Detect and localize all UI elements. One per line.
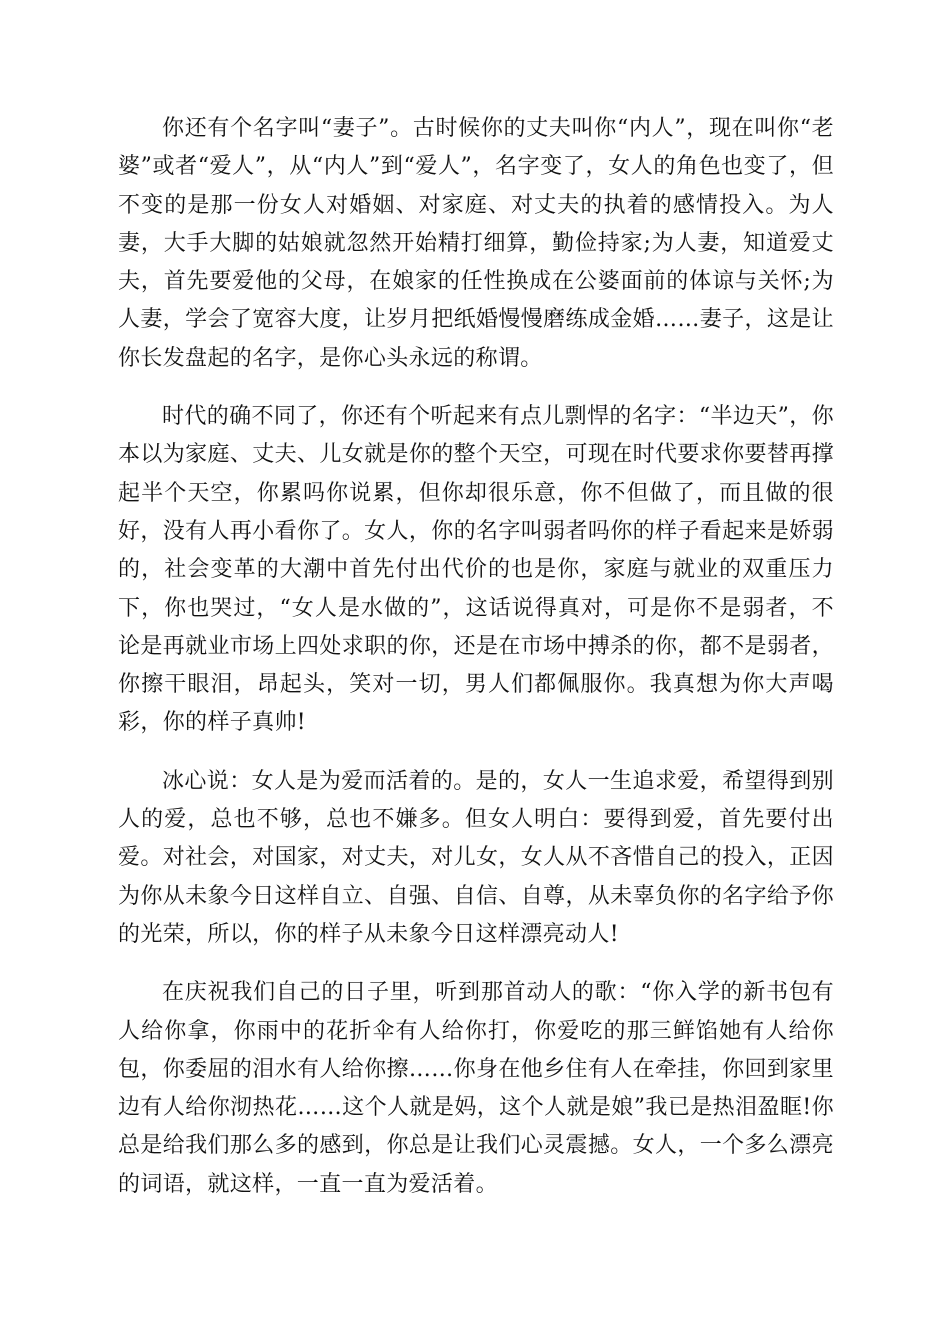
document-body — [118, 110, 834, 1204]
paragraph-half-sky: 时代的确不同了，你还有个听起来有点儿剽悍的名字：“半边天”，你本以为家庭、丈夫、儿女就是你的整个天空，可现在时代要求你要替再撑起半个天空，你累吗你说累，但你却很乐意，你不但做了，而且做的很好，没有人再小看你了。女人，你的名字叫弱者吗你的样子看起来是娇弱的，社会变革的大潮中首先付出代价的也是你，家庭与就业的双重压力下，你也哭过，“女人是水做的”，这话说得真对，可是你不是弱者，不论是再就业市场上四处求职的你，还是在市场中搏杀的你，都不是弱者，你擦干眼泪，昂起头，笑对一切，男人们都佩服你。我真想为你大声喝彩，你的样子真帅! — [118, 404, 834, 736]
paragraph-wife: 你还有个名字叫“妻子”。古时候你的丈夫叫你“内人”，现在叫你“老婆”或者“爱人”，从“内人”到“爱人”，名字变了，女人的角色也变了，但不变的是那一份女人对婚姻、对家庭、对丈夫的执着的感情投入。为人妻，大手大脚的姑娘就忽然开始精打细算，勤俭持家;为人妻，知道爱丈夫，首先要爱他的父母，在娘家的任性换成在公婆面前的体谅与关怀;为人妻，学会了宽容大度，让岁月把纸婚慢慢磨练成金婚……妻子，这是让你长发盘起的名字，是你心头永远的称谓。 — [118, 116, 834, 371]
paragraph-bingxin: 冰心说：女人是为爱而活着的。是的，女人一生追求爱，希望得到别人的爱，总也不够，总也不嫌多。但女人明白：要得到爱，首先要付出爱。对社会，对国家，对丈夫，对儿女，女人从不吝惜自己的投入，正因为你从未象今日这样自立、自强、自信、自尊，从未辜负你的名字给予你的光荣，所以，你的样子从未象今日这样漂亮动人! — [118, 768, 834, 947]
paragraph-celebration: 在庆祝我们自己的日子里，听到那首动人的歌：“你入学的新书包有人给你拿，你雨中的花折伞有人给你打，你爱吃的那三鲜馅她有人给你包，你委屈的泪水有人给你擦……你身在他乡住有人在牵挂，你回到家里边有人给你沏热花……这个人就是妈，这个人就是娘”我已是热泪盈眶!你总是给我们那么多的感到，你总是让我们心灵震撼。女人，一个多么漂亮的词语，就这样，一直一直为爱活着。 — [118, 980, 834, 1197]
